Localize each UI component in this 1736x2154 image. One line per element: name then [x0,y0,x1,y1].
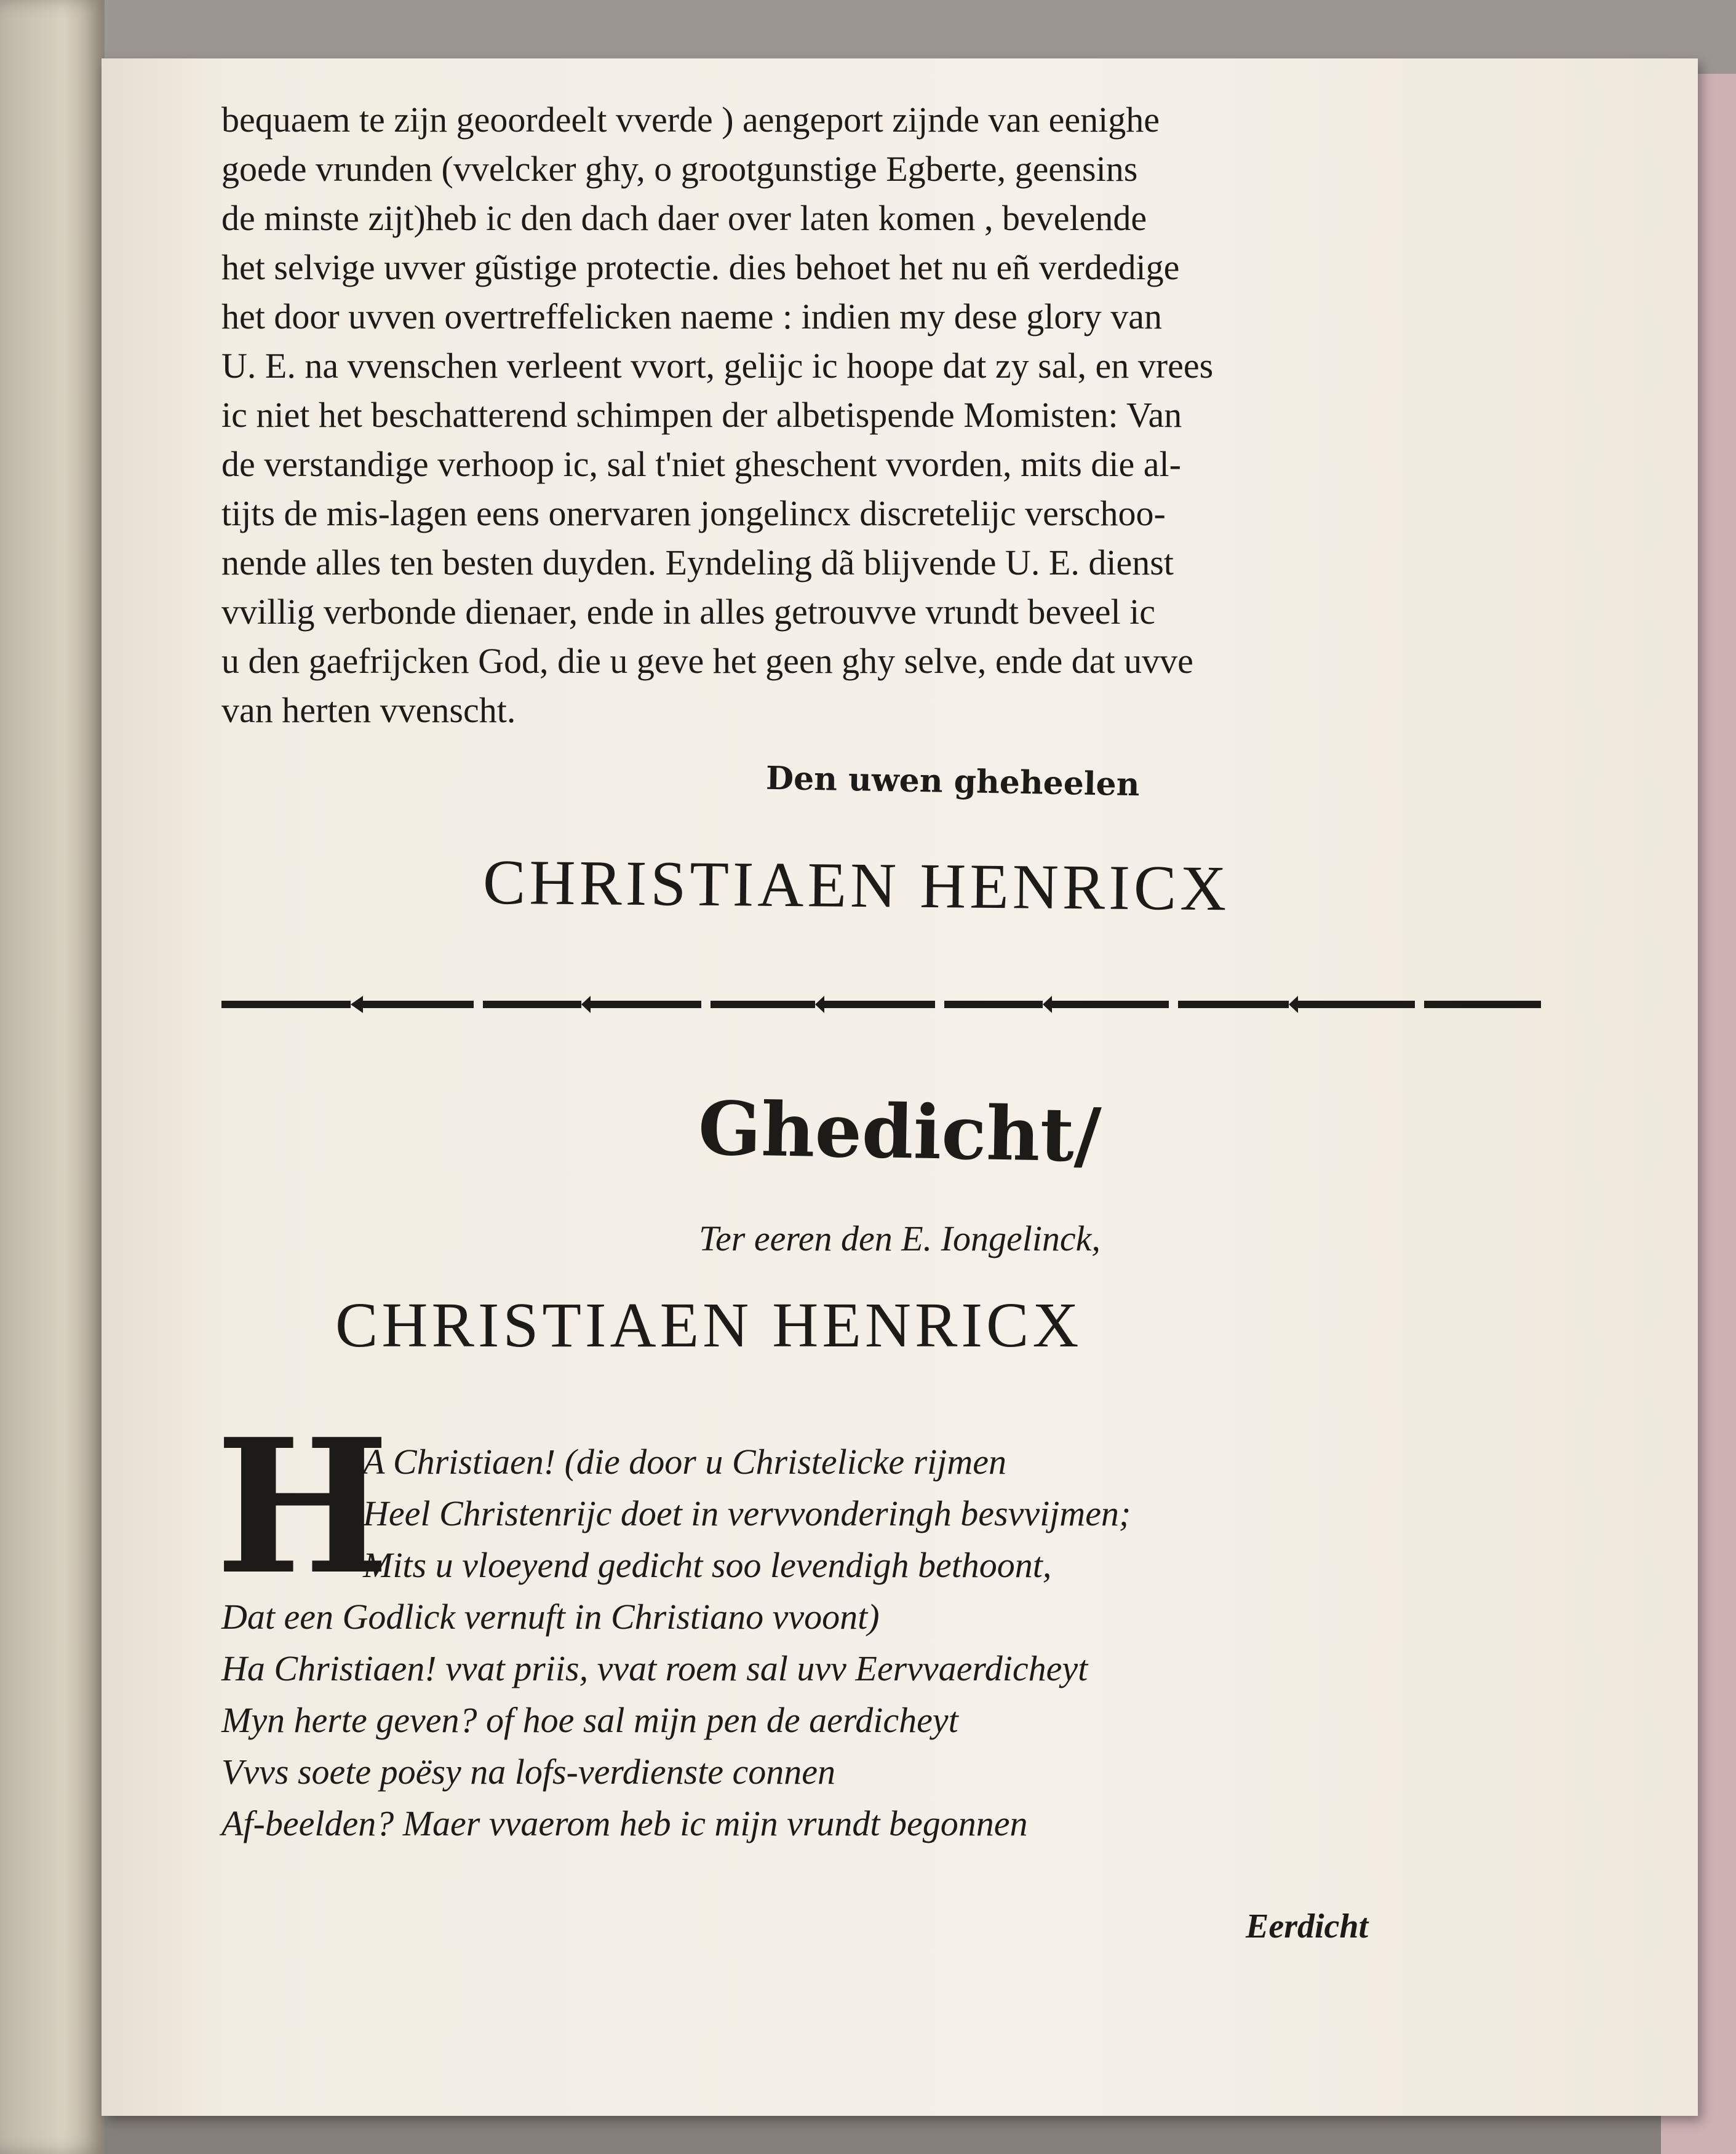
verse-line: Dat een Godlick vernuft in Christiano vvoont) [221,1597,880,1637]
prose-line: vvillig verbonde dienaer, ende in alles getrouvve vrundt beveel ic [221,592,1156,632]
prose-line: tijts de mis-lagen eens onervaren jongelincx discretelijc verschoo- [221,493,1166,533]
prose-line: de verstandige verhoop ic, sal t'niet gheschent vvorden, mits die al- [221,444,1181,484]
prose-line: het selvige uvver gũstige protectie. dies behoet het nu eñ verdedige [221,247,1180,287]
verse-line: Ha Christiaen! vvat priis, vvat roem sal uvv Eervvaerdicheyt [221,1648,1088,1688]
drop-cap: H [215,1398,390,1615]
prose-line: bequaem te zijn geoordeelt vverde ) aengeport zijnde van eenighe [221,100,1160,140]
prose-line: van herten vvenscht. [221,690,516,730]
verse-line: Af-beelden? Maer vvaerom heb ic mijn vrundt begonnen [221,1803,1028,1843]
poem-title: Ghedicht/ [697,1085,1102,1179]
prose-line: nende alles ten besten duyden. Eyndeling dã blijvende U. E. dienst [221,542,1174,582]
book-page [102,58,1698,2116]
prose-line: ic niet het beschatterend schimpen der albetispende Momisten: Van [221,395,1182,435]
verse-line: A Christiaen! (die door u Christelicke rijmen [363,1442,1007,1482]
poem-dedication: Ter eeren den E. Iongelinck, [699,1218,1101,1258]
verse-line: Heel Christenrijc doet in vervvonderingh besvvijmen; [363,1493,1131,1533]
catchword: Eerdicht [1246,1907,1369,1945]
verse-line: Mits u vloeyend gedicht soo levendigh bethoont, [363,1545,1052,1585]
letter-signature: CHRISTIAEN HENRICX [482,846,1230,924]
facing-page-edge [0,0,105,2154]
verse-line: Myn herte geven? of hoe sal mijn pen de aerdicheyt [221,1700,958,1740]
ornamental-rule [221,987,1544,1024]
poem-honoree: CHRISTIAEN HENRICX [335,1290,1083,1361]
poem-verse [221,1436,1606,1850]
prose-line: U. E. na vvenschen verleent vvort, gelijc ic hoope dat zy sal, en vrees [221,346,1214,386]
prose-line: de minste zijt)heb ic den dach daer over laten komen , bevelende [221,198,1147,238]
prose-line: het door uvven overtreffelicken naeme : indien my dese glory van [221,296,1162,336]
letter-text [221,95,1587,735]
letter-closing: Den uwen gheheelen [765,759,1141,804]
prose-line: goede vrunden (vvelcker ghy, o grootgunstige Egberte, geensins [221,149,1138,189]
prose-line: u den gaefrijcken God, die u geve het geen ghy selve, ende dat uvve [221,641,1193,681]
verse-line: Vvvs soete poësy na lofs-verdienste connen [221,1752,836,1792]
